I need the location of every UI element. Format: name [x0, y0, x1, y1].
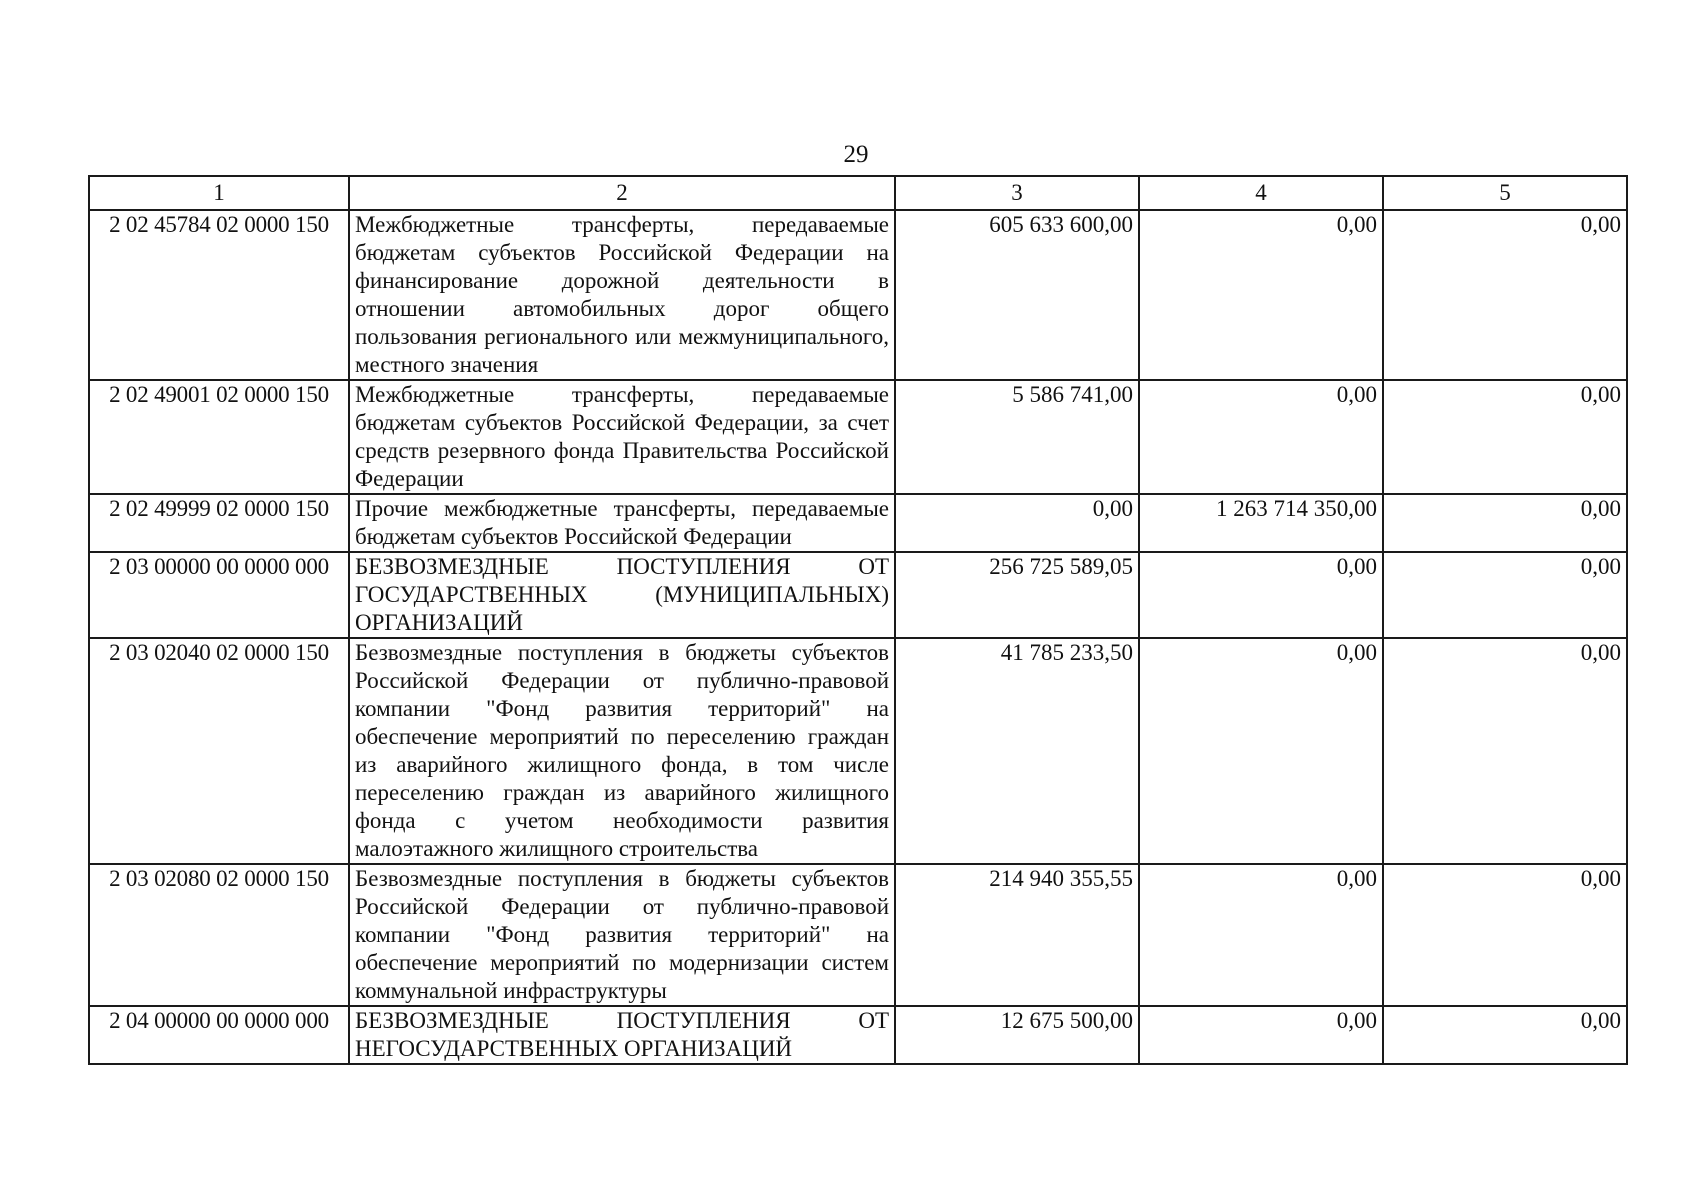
- table-row: [89, 210, 1627, 380]
- amount-col-5: 0,00: [1383, 1006, 1627, 1064]
- budget-code: 2 02 45784 02 0000 150: [89, 210, 349, 380]
- page-number-text: 29: [843, 141, 869, 168]
- row-description: Прочие межбюджетные трансферты, передаваемые бюджетам субъектов Российской Федерации: [349, 494, 895, 552]
- row-description: Безвозмездные поступления в бюджеты субъектов Российской Федерации от публично-правовой компании "Фонд развития территорий" на обеспечение мероприятий по переселению граждан из аварийного жилищного фонда, в том числе переселению граждан из аварийного жилищного фонда с учетом необходимости развития малоэтажного жилищного строительства: [349, 638, 895, 864]
- amount-col-5: 0,00: [1383, 494, 1627, 552]
- amount-col-4: 1 263 714 350,00: [1139, 494, 1383, 552]
- amount-col-4: 0,00: [1139, 864, 1383, 1006]
- amount-col-4: 0,00: [1139, 552, 1383, 638]
- budget-code: 2 03 00000 00 0000 000: [89, 552, 349, 638]
- header-row: [89, 176, 1627, 210]
- table-row: [89, 380, 1627, 494]
- row-description: Межбюджетные трансферты, передаваемые бюджетам субъектов Российской Федерации, за счет средств резервного фонда Правительства Российской Федерации: [349, 380, 895, 494]
- amount-col-5: 0,00: [1383, 380, 1627, 494]
- amount-col-3: 5 586 741,00: [895, 380, 1139, 494]
- budget-table: [88, 175, 1628, 1065]
- amount-col-5: 0,00: [1383, 210, 1627, 380]
- amount-col-3: 605 633 600,00: [895, 210, 1139, 380]
- table-row: [89, 552, 1627, 638]
- amount-col-3: 41 785 233,50: [895, 638, 1139, 864]
- amount-col-4: 0,00: [1139, 210, 1383, 380]
- table-body: [89, 210, 1627, 1064]
- header-col-2: 2: [349, 176, 895, 210]
- row-description: БЕЗВОЗМЕЗДНЫЕ ПОСТУПЛЕНИЯ ОТ НЕГОСУДАРСТВЕННЫХ ОРГАНИЗАЦИЙ: [349, 1006, 895, 1064]
- amount-col-5: 0,00: [1383, 864, 1627, 1006]
- amount-col-4: 0,00: [1139, 1006, 1383, 1064]
- header-col-3: 3: [895, 176, 1139, 210]
- row-description: Межбюджетные трансферты, передаваемые бюджетам субъектов Российской Федерации на финансирование дорожной деятельности в отношении автомобильных дорог общего пользования регионального или межмуниципального, местного значения: [349, 210, 895, 380]
- row-description: БЕЗВОЗМЕЗДНЫЕ ПОСТУПЛЕНИЯ ОТ ГОСУДАРСТВЕННЫХ (МУНИЦИПАЛЬНЫХ) ОРГАНИЗАЦИЙ: [349, 552, 895, 638]
- row-description: Безвозмездные поступления в бюджеты субъектов Российской Федерации от публично-правовой компании "Фонд развития территорий" на обеспечение мероприятий по модернизации систем коммунальной инфраструктуры: [349, 864, 895, 1006]
- table-header: [89, 176, 1627, 210]
- page-number: [0, 142, 1698, 167]
- amount-col-3: 214 940 355,55: [895, 864, 1139, 1006]
- amount-col-3: 256 725 589,05: [895, 552, 1139, 638]
- table-row: [89, 494, 1627, 552]
- table-row: [89, 638, 1627, 864]
- budget-code: 2 02 49001 02 0000 150: [89, 380, 349, 494]
- table-row: [89, 1006, 1627, 1064]
- table-row: [89, 864, 1627, 1006]
- header-col-5: 5: [1383, 176, 1627, 210]
- budget-code: 2 04 00000 00 0000 000: [89, 1006, 349, 1064]
- budget-code: 2 02 49999 02 0000 150: [89, 494, 349, 552]
- amount-col-5: 0,00: [1383, 638, 1627, 864]
- budget-code: 2 03 02040 02 0000 150: [89, 638, 349, 864]
- header-col-1: 1: [89, 176, 349, 210]
- amount-col-5: 0,00: [1383, 552, 1627, 638]
- amount-col-3: 0,00: [895, 494, 1139, 552]
- amount-col-4: 0,00: [1139, 380, 1383, 494]
- budget-code: 2 03 02080 02 0000 150: [89, 864, 349, 1006]
- amount-col-4: 0,00: [1139, 638, 1383, 864]
- amount-col-3: 12 675 500,00: [895, 1006, 1139, 1064]
- header-col-4: 4: [1139, 176, 1383, 210]
